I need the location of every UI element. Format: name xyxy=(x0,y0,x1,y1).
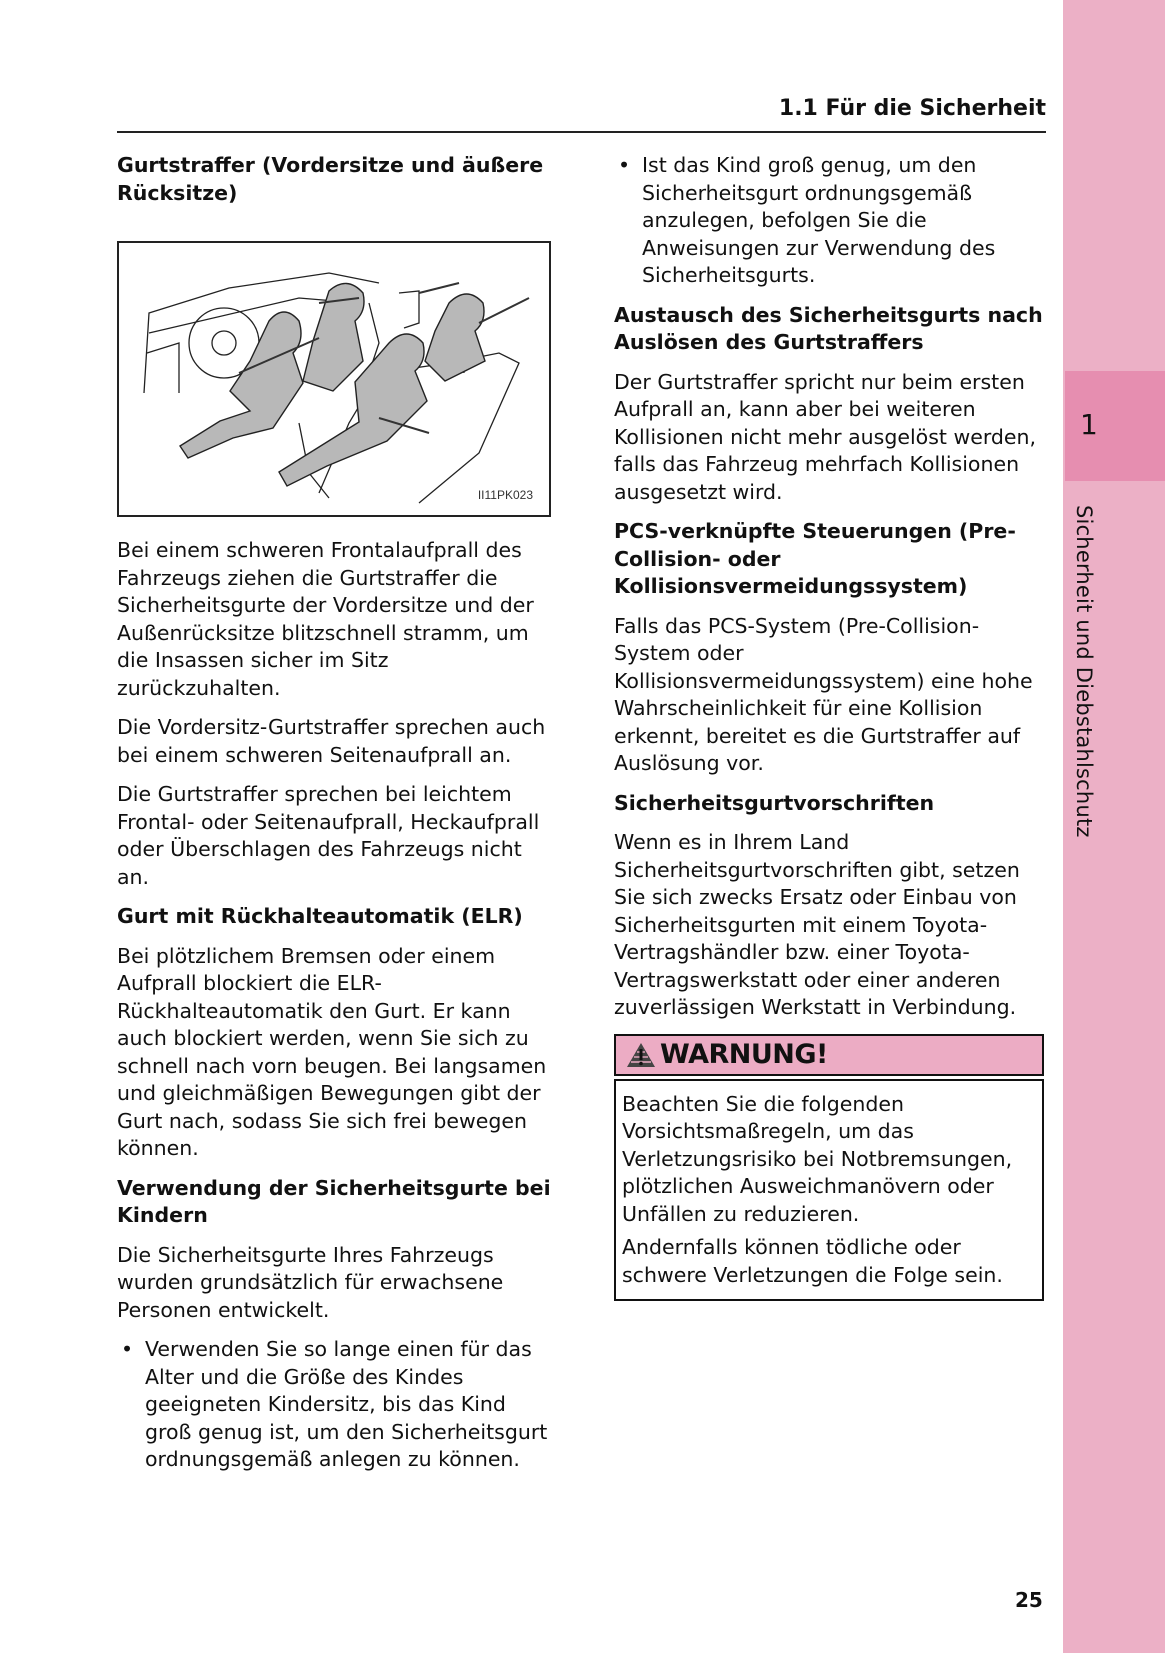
heading-elr: Gurt mit Rückhalteautomatik (ELR) xyxy=(117,904,523,928)
heading-replacement: Austausch des Sicherheitsgurts nach Auslösen des Gurtstraffers xyxy=(614,302,1043,354)
warning-body xyxy=(614,1079,1044,1302)
car-interior-illustration xyxy=(119,243,549,515)
warning-triangle-icon xyxy=(626,1042,656,1068)
right-column xyxy=(614,152,1046,1301)
bullet-dot-icon: • xyxy=(121,1337,134,1361)
pretensioner-illustration xyxy=(117,241,551,517)
chapter-number: 1 xyxy=(1080,408,1098,441)
bullet-text: Ist das Kind groß genug, um den Sicherheitsgurt ordnungsgemäß anzulegen, befolgen Sie die Anweisungen zur Verwendung des Sicherheitsgurts. xyxy=(642,153,996,287)
paragraph: Falls das PCS-System (Pre-Collision-System oder Kollisionsvermeidungssystem) eine hohe Wahrscheinlichkeit für eine Kollision erkennt, bereitet es die Gurtstraffer auf Auslösung vor. xyxy=(614,613,1033,775)
paragraph: Die Vordersitz-Gurtstraffer sprechen auch bei einem schweren Seitenaufprall an. xyxy=(117,715,546,767)
bullet-dot-icon: • xyxy=(618,153,631,177)
paragraph: Bei einem schweren Frontalaufprall des Fahrzeugs ziehen die Gurtstraffer die Sicherheitsgurte der Vordersitze und der Außenrücksitze blitzschnell stramm, um die Insassen sicher im Sitz zurückzuhalten. xyxy=(117,538,534,700)
warning-paragraph: Beachten Sie die folgenden Vorsichtsmaßregeln, um das Verletzungsrisiko bei Notbremsungen, plötzlichen Ausweichmanövern oder Unfällen zu reduzieren. xyxy=(622,1091,1013,1226)
page-number: 25 xyxy=(1015,1588,1043,1612)
paragraph: Wenn es in Ihrem Land Sicherheitsgurtvorschriften gibt, setzen Sie sich zwecks Ersatz oder Einbau von Sicherheitsgurten mit einem Toyota-Vertragshändler bzw. einer Toyota-Vertragswerkstatt oder einer anderen zuverlässigen Werkstatt in Verbindung. xyxy=(614,830,1020,1019)
bullet-item xyxy=(614,152,1046,290)
paragraph: Bei plötzlichem Bremsen oder einem Aufprall blockiert die ELR-Rückhalteautomatik den Gurt. Er kann auch blockiert werden, wenn Sie sich zu schnell nach vorn beugen. Bei langsamen und gleichmäßigen Bewegungen gibt der Gurt nach, sodass Sie sich frei bewegen können. xyxy=(117,943,547,1160)
paragraph: Die Sicherheitsgurte Ihres Fahrzeugs wurden grundsätzlich für erwachsene Personen entwickelt. xyxy=(117,1242,504,1322)
bullet-text: Verwenden Sie so lange einen für das Alter und die Größe des Kindes geeigneten Kindersitz, bis das Kind groß genug ist, um den Sicherheitsgurt ordnungsgemäß anlegen zu können. xyxy=(145,1337,548,1471)
heading-regulations: Sicherheitsgurtvorschriften xyxy=(614,790,935,815)
header-divider xyxy=(117,131,1046,133)
left-column xyxy=(117,152,557,1486)
heading-children: Verwendung der Sicherheitsgurte bei Kindern xyxy=(117,1175,551,1227)
chapter-label: Sicherheit und Diebstahlschutz xyxy=(1072,505,1096,838)
heading-pcs: PCS-verknüpfte Steuerungen (Pre-Collision- oder Kollisionsvermeidungssystem) xyxy=(614,519,1016,598)
warning-title: WARNUNG! xyxy=(660,1038,828,1070)
bullet-item xyxy=(117,1336,557,1474)
warning-paragraph: Andernfalls können tödliche oder schwere Verletzungen die Folge sein. xyxy=(622,1235,1003,1287)
warning-header xyxy=(614,1034,1044,1076)
heading-pretensioner: Gurtstraffer (Vordersitze und äußere Rücksitze) xyxy=(117,153,544,205)
paragraph: Die Gurtstraffer sprechen bei leichtem Frontal- oder Seitenaufprall, Heckaufprall oder Überschlagen des Fahrzeugs nicht an. xyxy=(117,782,540,889)
warning-box xyxy=(614,1034,1044,1302)
figure-code: II11PK023 xyxy=(477,487,533,502)
section-title: 1.1 Für die Sicherheit xyxy=(778,96,1046,121)
paragraph: Der Gurtstraffer spricht nur beim ersten Aufprall an, kann aber bei weiteren Kollisionen nicht mehr ausgelöst werden, falls das Fahrzeug mehrfach Kollisionen ausgesetzt wird. xyxy=(614,369,1037,504)
